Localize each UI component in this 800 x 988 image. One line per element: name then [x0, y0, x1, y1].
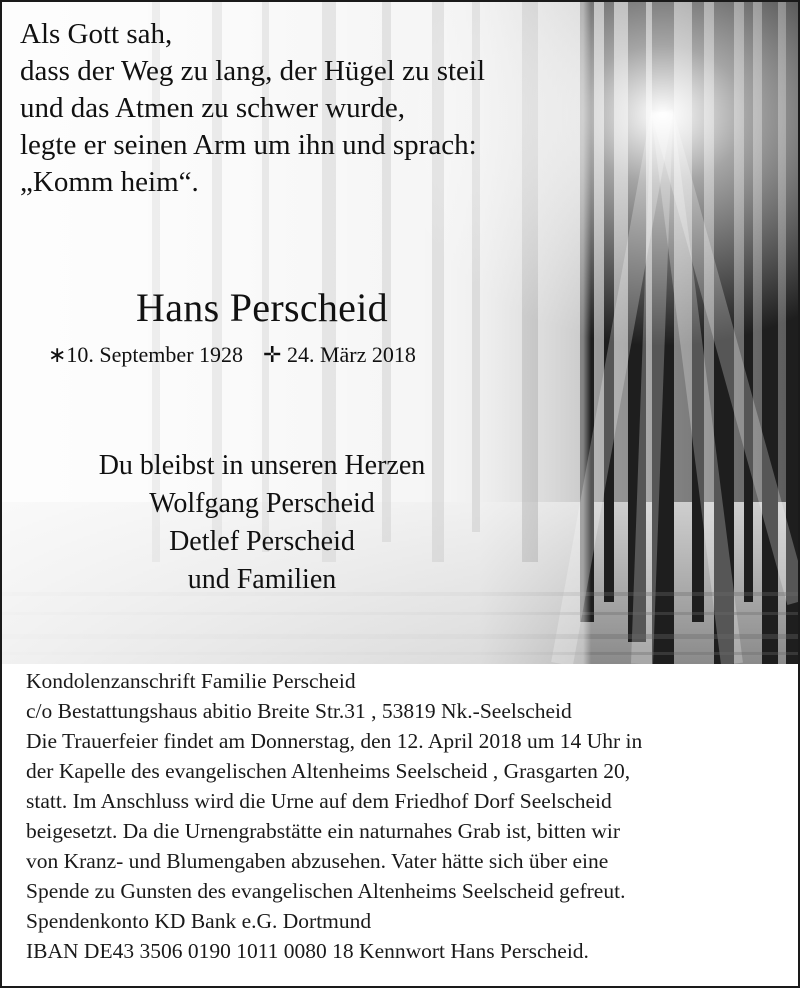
info-line: Die Trauerfeier findet am Donnerstag, den 12. April 2018 um 14 Uhr in — [26, 729, 643, 753]
poem — [20, 16, 620, 201]
info-line: beigesetzt. Da die Urnengrabstätte ein naturnahes Grab ist, bitten wir — [26, 819, 621, 843]
info-line: der Kapelle des evangelischen Altenheims Seelscheid , Grasgarten 20, — [26, 759, 631, 783]
birth-date: ∗10. September 1928 — [48, 342, 244, 367]
info-line: Kondolenzanschrift Familie Perscheid — [26, 669, 356, 693]
deceased-name: Hans Perscheid — [136, 285, 388, 330]
life-dates — [48, 342, 416, 368]
info-line: Spende zu Gunsten des evangelischen Altenheims Seelscheid gefreut. — [26, 879, 626, 903]
mourners-line: Du bleibst in unseren Herzen — [98, 450, 426, 481]
info-line: c/o Bestattungshaus abitio Breite Str.31 , 53819 Nk.-Seelscheid — [26, 699, 572, 723]
funeral-information — [26, 666, 786, 966]
poem-line: „Komm heim“. — [20, 166, 199, 198]
info-line: statt. Im Anschluss wird die Urne auf dem Friedhof Dorf Seelscheid — [26, 789, 612, 813]
info-line: IBAN DE43 3506 0190 1011 0080 18 Kennwort Hans Perscheid. — [26, 939, 589, 963]
mourners-line: Wolfgang Perscheid — [149, 488, 375, 519]
mourners-block — [2, 447, 522, 599]
poem-line: und das Atmen zu schwer wurde, — [20, 92, 405, 124]
poem-line: dass der Weg zu lang, der Hügel zu steil — [20, 55, 486, 87]
poem-line: legte er seinen Arm um ihn und sprach: — [20, 129, 477, 161]
mourners-line: und Familien — [187, 564, 337, 595]
info-line: von Kranz- und Blumengaben abzusehen. Vater hätte sich über eine — [26, 849, 609, 873]
mourners-line: Detlef Perscheid — [169, 526, 355, 557]
death-date: ✛ 24. März 2018 — [263, 342, 416, 367]
info-line: Spendenkonto KD Bank e.G. Dortmund — [26, 909, 372, 933]
poem-line: Als Gott sah, — [20, 18, 173, 50]
